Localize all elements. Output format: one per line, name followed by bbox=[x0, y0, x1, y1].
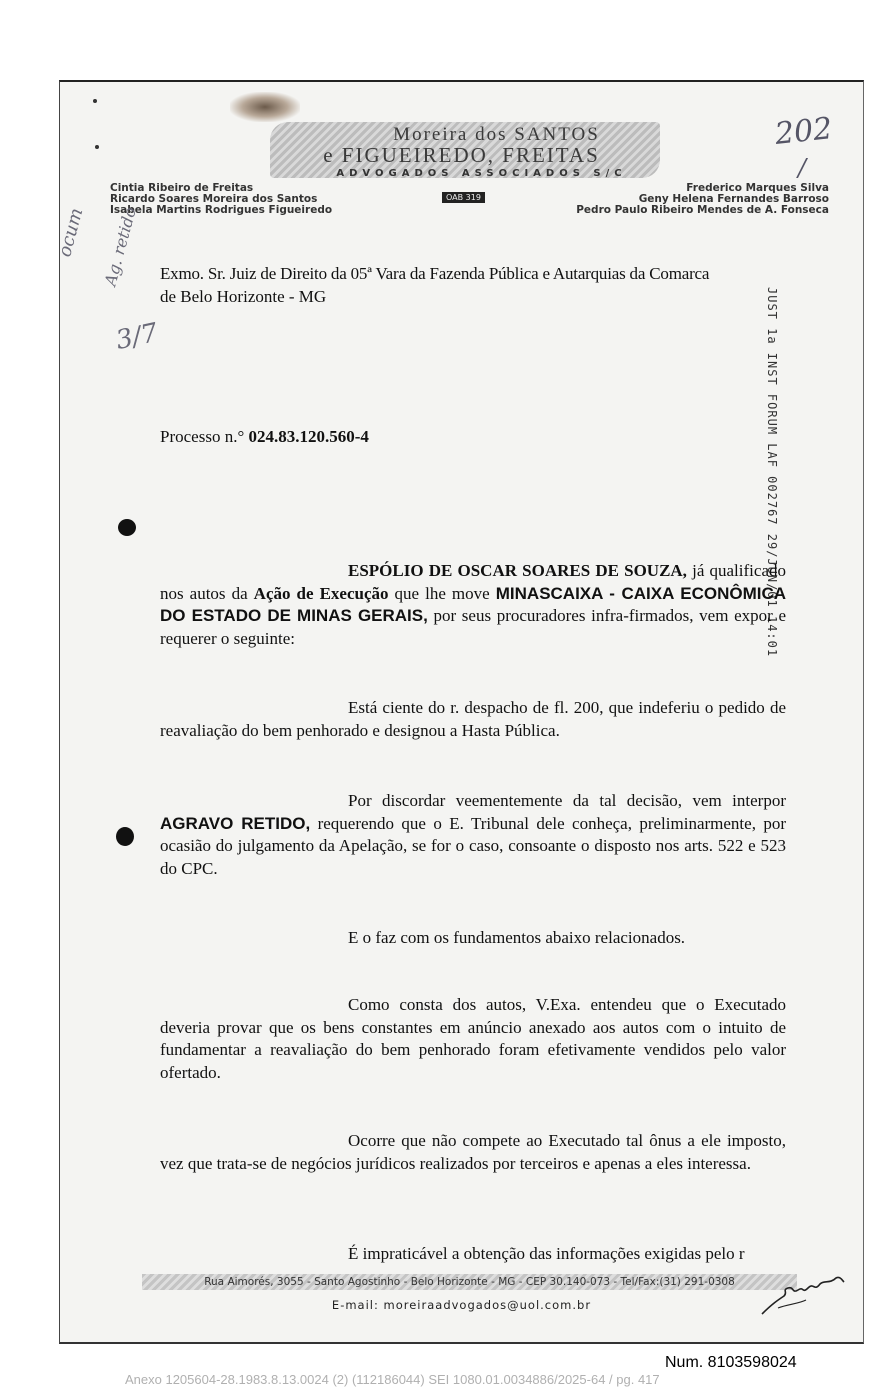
handwritten-side-note: ocum bbox=[54, 205, 88, 260]
handwritten-mark: / bbox=[798, 154, 807, 182]
handwritten-page-number: 202 bbox=[773, 111, 834, 152]
text-run: por seus procuradores infra-firmados, vem expor e requerer o seguinte: bbox=[160, 606, 786, 648]
process-line bbox=[160, 426, 786, 449]
paragraph-1 bbox=[160, 560, 786, 650]
paragraph-5 bbox=[160, 994, 786, 1084]
text-run: que lhe move bbox=[394, 583, 490, 603]
punch-hole-mark bbox=[118, 519, 136, 536]
handwritten-side-note: Ag. retido bbox=[100, 205, 140, 288]
footer-address: Rua Aimorés, 3055 - Santo Agostinho - Belo Horizonte - MG - CEP 30.140-073 - Tel/Fax:(31) 291-0308 bbox=[204, 1276, 735, 1288]
appeal-type: AGRAVO RETIDO, bbox=[160, 813, 311, 833]
firm-name-line2: e FIGUEIREDO, FREITAS bbox=[323, 143, 600, 167]
text-run: É impraticável a obtenção das informações exigidas pelo r bbox=[348, 1244, 745, 1263]
addressee-line: Exmo. Sr. Juiz de Direito da 05ª Vara da Fazenda Pública e Autarquias da Comarca bbox=[160, 264, 710, 283]
addressee-line: de Belo Horizonte - MG bbox=[160, 286, 327, 306]
paragraph-7 bbox=[160, 1243, 786, 1266]
partner-name: Ricardo Soares Moreira dos Santos bbox=[110, 193, 318, 205]
process-number: 024.83.120.560-4 bbox=[248, 427, 369, 446]
handwritten-fraction: 3/7 bbox=[113, 317, 161, 357]
document-number: Num. 8103598024 bbox=[665, 1354, 797, 1371]
smudge-mark bbox=[230, 92, 300, 122]
text-run: Ocorre que não compete ao Executado tal ônus a ele imposto, vez que trata-se de negócios jurídicos realizados por terceiros e apenas a eles interessa. bbox=[160, 1131, 786, 1173]
oab-badge: OAB 319 bbox=[442, 192, 485, 203]
firm-name-line3: ADVOGADOS ASSOCIADOS S/C bbox=[336, 168, 627, 179]
paragraph-6 bbox=[160, 1130, 786, 1175]
punch-hole-mark bbox=[116, 827, 134, 846]
entity-name: MINASCAIXA - CAIXA ECONÔMICA DO ESTADO DE MINAS GERAIS, bbox=[160, 583, 787, 625]
party-name: ESPÓLIO DE OSCAR SOARES DE SOUZA, bbox=[348, 561, 687, 580]
text-run: requerendo que o E. Tribunal dele conheça, preliminarmente, por ocasião do julgamento da Apelação, se for o caso, consoante o disposto nos arts. 522 e 523 do CPC. bbox=[160, 813, 786, 878]
partner-name: Geny Helena Fernandes Barroso bbox=[638, 193, 829, 205]
footer-email: E-mail: moreiraadvogados@uol.com.br bbox=[331, 1298, 592, 1312]
annex-reference: Anexo 1205604-28.1983.8.13.0024 (2) (112186044) SEI 1080.01.0034886/2025-64 / pg. 417 bbox=[125, 1372, 660, 1387]
partner-name: Pedro Paulo Ribeiro Mendes de A. Fonseca bbox=[576, 204, 829, 216]
partner-name: Isabela Martins Rodrigues Figueiredo bbox=[110, 204, 333, 216]
text-run: já qualificado nos autos da bbox=[160, 561, 786, 603]
protocol-stamp: JUST 1a INST FORUM LAF 002767 29/JUN/01 14:01 bbox=[765, 287, 779, 658]
document-page bbox=[54, 80, 864, 1344]
firm-name-line1: Moreira dos SANTOS bbox=[393, 124, 600, 145]
text-run: E o faz com os fundamentos abaixo relacionados. bbox=[348, 928, 686, 947]
signature bbox=[758, 1270, 848, 1320]
paragraph-2 bbox=[160, 697, 786, 742]
addressee bbox=[160, 263, 786, 308]
partners-left bbox=[110, 183, 332, 216]
paragraph-4 bbox=[160, 927, 786, 950]
action-name: Ação de Execução bbox=[253, 583, 389, 603]
text-run: Como consta dos autos, V.Exa. entendeu que o Executado deveria provar que os bens constantes em anúncio anexado aos autos com o intuito de fundamentar a reavaliação do bem penhorado foram efetivamente vendidos pelo valor ofertado. bbox=[160, 995, 786, 1082]
paragraph-3 bbox=[160, 790, 786, 880]
process-label: Processo n.° bbox=[160, 427, 245, 446]
partners-right bbox=[576, 183, 829, 216]
text-run: Por discordar veementemente da tal decisão, vem interpor bbox=[348, 791, 786, 810]
partner-name: Cintia Ribeiro de Freitas bbox=[110, 182, 254, 194]
partner-name: Frederico Marques Silva bbox=[686, 182, 829, 194]
text-run: Está ciente do r. despacho de fl. 200, que indeferiu o pedido de reavaliação do bem penhorado e designou a Hasta Pública. bbox=[160, 698, 786, 740]
speck bbox=[93, 99, 97, 103]
